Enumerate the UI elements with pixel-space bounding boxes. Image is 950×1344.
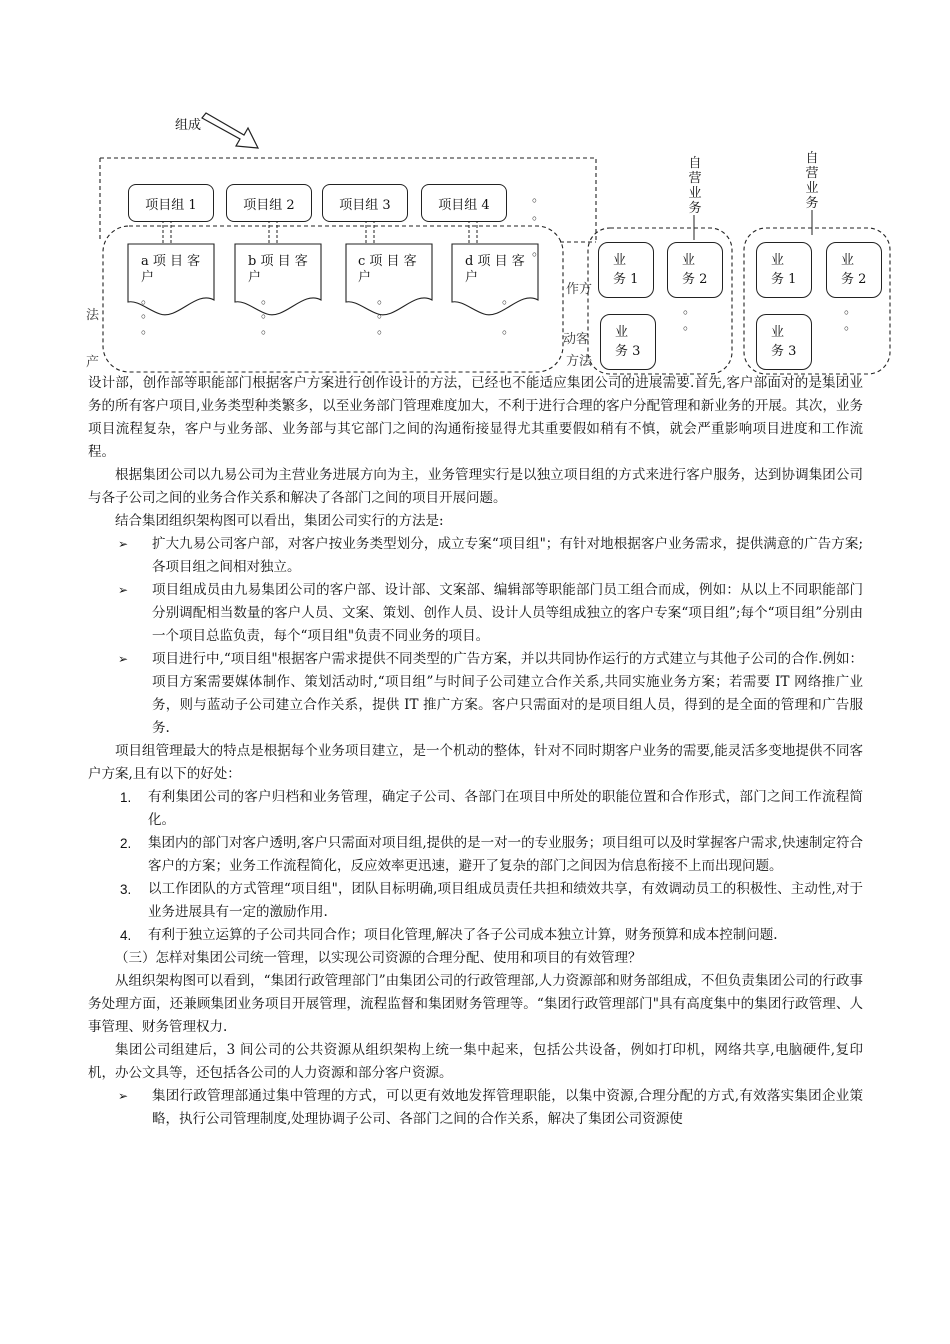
business-label: 业 务 3 bbox=[771, 325, 797, 359]
bullet-arrow-icon: ➢ bbox=[118, 583, 129, 597]
bullet-item bbox=[88, 1085, 863, 1131]
ellipsis-dot: 。 bbox=[377, 292, 391, 307]
client-d-label-2: 户 bbox=[465, 270, 479, 285]
item-number: 1. bbox=[120, 790, 132, 805]
peek-fangfa: 方法 bbox=[566, 354, 593, 369]
ellipsis-dot: 。 bbox=[683, 302, 697, 317]
self-business-label: 自营业务 bbox=[805, 151, 819, 211]
business-label: 业 务 2 bbox=[682, 253, 708, 287]
item-text: 以工作团队的方式管理“项目组"，团队目标明确,项目组成员责任共担和绩效共享，有效调动员工的积极性、主动性,对于业务进展具有一定的激励作用. bbox=[148, 881, 863, 920]
business-box bbox=[667, 242, 723, 298]
business-label: 业 务 1 bbox=[771, 253, 797, 287]
paragraph: 设计部，创作部等职能部门根据客户方案进行创作设计的方法，已经也不能适应集团公司的进展需要.首先,客户部面对的是集团业务的所有客户项目,业务类型种类繁多，以至业务部门管理难度加大，不利于进行合理的客户分配管理和新业务的开展。其次，业务项目流程复杂，客户与业务部、业务部与其它部门之间的沟通衔接显得尤其重要假如稍有不慎，就会严重影响项目进度和工作流程。 bbox=[88, 375, 863, 460]
peek-dongke: 动客 bbox=[563, 332, 590, 347]
ellipsis-dot: 。 bbox=[683, 318, 697, 333]
bullet-list bbox=[88, 533, 863, 740]
business-label: 业 务 3 bbox=[615, 325, 641, 359]
paragraph: 从组织架构图可以看到，“集团行政管理部门”由集团公司的行政管理部,人力资源部和财务部组成，不但负责集团公司的行政事务处理方面，还兼顾集团业务项目开展管理，流程监督和集团财务管理等。“集团行政管理部门"具有高度集中的集团行政管理、人事管理、财务管理权力. bbox=[88, 973, 863, 1035]
arrow-icon bbox=[202, 113, 258, 148]
bullet-arrow-icon: ➢ bbox=[118, 652, 129, 666]
ellipsis-dot: 。 bbox=[141, 292, 155, 307]
ellipsis-dot: 。 bbox=[261, 292, 275, 307]
bullet-item bbox=[88, 579, 863, 648]
item-number: 2. bbox=[120, 836, 132, 851]
numbered-list bbox=[88, 786, 863, 947]
item-text: 有利集团公司的客户归档和业务管理，确定子公司、各部门在项目中所处的职能位置和合作形式，部门之间工作流程简化。 bbox=[148, 789, 863, 828]
numbered-item bbox=[88, 924, 863, 947]
bullet-text: 集团行政管理部通过集中管理的方式，可以更有效地发挥管理职能，以集中资源,合理分配的方式,有效落实集团企业策略，执行公司管理制度,处理协调子公司、各部门之间的合作关系，解决了集团公司资源使 bbox=[152, 1088, 863, 1127]
section-heading: （三）怎样对集团公司统一管理，以实现公司资源的合理分配、使用和项目的有效管理？ bbox=[115, 950, 642, 966]
ellipsis-dot: 。 bbox=[532, 208, 546, 223]
client-c-label-2: 户 bbox=[358, 270, 372, 285]
numbered-item bbox=[88, 786, 863, 832]
ellipsis-dot: 。 bbox=[141, 306, 155, 321]
item-text: 有利于独立运算的子公司共同合作；项目化管理,解决了各子公司成本独立计算，财务预算和成本控制问题. bbox=[148, 927, 778, 943]
ellipsis-dot: 。 bbox=[141, 322, 155, 337]
item-number: 4. bbox=[120, 928, 132, 943]
client-a-label: a 项 目 客 bbox=[141, 254, 201, 269]
ellipsis-dot: 。 bbox=[377, 306, 391, 321]
ellipsis-dot: 。 bbox=[377, 322, 391, 337]
bullet-list bbox=[88, 1085, 863, 1131]
project-group-1: 项目组 1 bbox=[128, 184, 214, 222]
business-label: 业 务 1 bbox=[613, 253, 639, 287]
peek-fa: 法 bbox=[86, 308, 100, 323]
ellipsis-dot: 。 bbox=[261, 306, 275, 321]
bullet-arrow-icon: ➢ bbox=[118, 537, 129, 551]
ellipsis-dot: 。 bbox=[261, 322, 275, 337]
client-a-label-2: 户 bbox=[141, 270, 155, 285]
self-business-label: 自营业务 bbox=[688, 156, 702, 216]
bullet-text: 项目组成员由九易集团公司的客户部、设计部、文案部、编辑部等职能部门员工组合而成，例如：从以上不同职能部门分别调配相当数量的客户人员、文案、策划、创作人员、设计人员等组成独立的客户专案“项目组”;每个“项目组”分别由一个项目总监负责，每个“项目组"负责不同业务的项目。 bbox=[152, 582, 863, 644]
client-b-label: b 项 目 客 bbox=[248, 254, 308, 269]
client-b-label-2: 户 bbox=[248, 270, 262, 285]
ellipsis-dot: 。 bbox=[844, 318, 858, 333]
numbered-item bbox=[88, 832, 863, 878]
document-body bbox=[88, 372, 863, 1131]
paragraph: 集团公司组建后，3 间公司的公共资源从组织架构上统一集中起来，包括公共设备，例如打印机，网络共享,电脑硬件,复印机，办公文具等，还包括各公司的人力资源和部分客户资源。 bbox=[88, 1042, 863, 1081]
peek-zuofang: 作方 bbox=[566, 282, 593, 297]
business-box bbox=[756, 314, 812, 370]
peek-chan: 产 bbox=[86, 355, 100, 370]
business-box bbox=[598, 242, 654, 298]
numbered-item bbox=[88, 878, 863, 924]
business-label: 业 务 2 bbox=[841, 253, 867, 287]
ellipsis-dot: 。 bbox=[502, 292, 516, 307]
client-c-label: c 项 目 客 bbox=[358, 254, 417, 269]
compose-label: 组成 bbox=[175, 118, 202, 133]
business-box bbox=[756, 242, 812, 298]
bullet-arrow-icon: ➢ bbox=[118, 1089, 129, 1103]
ellipsis-dot: 。 bbox=[532, 244, 546, 259]
item-number: 3. bbox=[120, 882, 132, 897]
bullet-text: 项目进行中,“项目组"根据客户需求提供不同类型的广告方案，并以共同协作运行的方式建立与其他子公司的合作.例如：项目方案需要媒体制作、策划活动时,“项目组”与时间子公司建立合作关系,共同实施业务方案；若需要 IT 网络推广业务，则与蓝动子公司建立合作关系，提供 IT 推广方案。客户只需面对的是项目组人员，得到的是全面的管理和广告服务. bbox=[152, 651, 863, 736]
business-box bbox=[600, 314, 656, 370]
item-text: 集团内的部门对客户透明,客户只需面对项目组,提供的是一对一的专业服务；项目组可以及时掌握客户需求,快速制定符合客户的方案；业务工作流程简化，反应效率更迅速，避开了复杂的部门之间因为信息衔接不上而出现问题。 bbox=[148, 835, 863, 874]
project-group-2: 项目组 2 bbox=[226, 184, 312, 222]
bullet-text: 扩大九易公司客户部，对客户按业务类型划分，成立专案“项目组"；有针对地根据客户业务需求，提供满意的广告方案;各项目组之间相对独立。 bbox=[152, 536, 863, 575]
client-d-label: d 项 目 客 bbox=[465, 254, 525, 269]
paragraph: 项目组管理最大的特点是根据每个业务项目建立，是一个机动的整体，针对不同时期客户业务的需要,能灵活多变地提供不同客户方案,且有以下的好处： bbox=[88, 743, 863, 782]
ellipsis-dot: 。 bbox=[502, 322, 516, 337]
ellipsis-dot: 。 bbox=[844, 302, 858, 317]
ellipsis-dot: 。 bbox=[532, 190, 546, 205]
business-box bbox=[826, 242, 882, 298]
paragraph: 根据集团公司以九易公司为主营业务进展方向为主，业务管理实行是以独立项目组的方式来进行客户服务，达到协调集团公司与各子公司之间的业务合作关系和解决了各部门之间的项目开展问题。 bbox=[88, 467, 863, 506]
project-group-3: 项目组 3 bbox=[322, 184, 408, 222]
bullet-item bbox=[88, 533, 863, 579]
paragraph: 结合集团组织架构图可以看出，集团公司实行的方法是: bbox=[115, 513, 444, 529]
bullet-item bbox=[88, 648, 863, 740]
project-group-4: 项目组 4 bbox=[421, 184, 507, 222]
